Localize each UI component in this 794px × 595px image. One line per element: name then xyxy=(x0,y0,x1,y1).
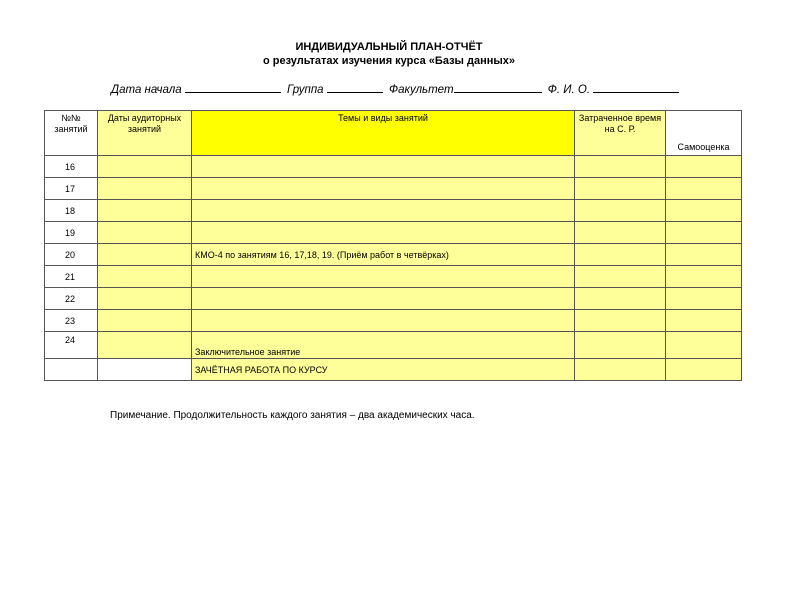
row-date[interactable] xyxy=(98,200,192,222)
row-num: 17 xyxy=(45,178,98,200)
row-num: 22 xyxy=(45,288,98,310)
row-topic[interactable]: КМО-4 по занятиям 16, 17,18, 19. (Приём работ в четвёрках) xyxy=(192,244,575,266)
row-date[interactable] xyxy=(98,156,192,178)
row-time[interactable] xyxy=(575,178,666,200)
row-num: 24 xyxy=(45,332,98,359)
group-blank xyxy=(327,81,383,93)
table-row xyxy=(45,266,742,288)
row-num: 18 xyxy=(45,200,98,222)
row-date[interactable] xyxy=(98,244,192,266)
table-header-row xyxy=(45,111,742,156)
row-topic[interactable] xyxy=(192,288,575,310)
row-self[interactable] xyxy=(666,178,742,200)
row-self[interactable] xyxy=(666,244,742,266)
table-row xyxy=(45,310,742,332)
row-num: 23 xyxy=(45,310,98,332)
row-self[interactable] xyxy=(666,222,742,244)
row-num: 16 xyxy=(45,156,98,178)
header-dates: Даты аудиторных занятий xyxy=(98,111,192,156)
row-date[interactable] xyxy=(98,266,192,288)
row-date[interactable] xyxy=(98,332,192,359)
row-time[interactable] xyxy=(575,310,666,332)
faculty-label: Факультет xyxy=(388,84,454,96)
row-topic[interactable]: Заключительное занятие xyxy=(192,332,575,359)
table-row xyxy=(45,200,742,222)
row-num xyxy=(45,359,98,381)
row-topic[interactable] xyxy=(192,310,575,332)
row-num: 21 xyxy=(45,266,98,288)
row-topic[interactable] xyxy=(192,266,575,288)
meta-line xyxy=(111,81,682,96)
table-row xyxy=(45,178,742,200)
row-time[interactable] xyxy=(575,332,666,359)
row-topic[interactable] xyxy=(192,178,575,200)
start-date-label: Дата начала xyxy=(111,84,182,96)
row-time[interactable] xyxy=(575,200,666,222)
row-self[interactable] xyxy=(666,332,742,359)
row-time[interactable] xyxy=(575,156,666,178)
table-row xyxy=(45,332,742,359)
table-row xyxy=(45,359,742,381)
table-row xyxy=(45,156,742,178)
header-self-assessment: Самооценка xyxy=(666,111,742,156)
row-time[interactable] xyxy=(575,222,666,244)
table-row xyxy=(45,222,742,244)
row-time[interactable] xyxy=(575,359,666,381)
name-label: Ф. И. О. xyxy=(547,84,591,96)
row-date[interactable] xyxy=(98,222,192,244)
start-date-blank xyxy=(185,81,281,93)
row-self[interactable] xyxy=(666,359,742,381)
header-time: Затраченное время на С. Р. xyxy=(575,111,666,156)
row-topic[interactable] xyxy=(192,200,575,222)
row-topic[interactable] xyxy=(192,156,575,178)
row-self[interactable] xyxy=(666,288,742,310)
row-self[interactable] xyxy=(666,310,742,332)
row-time[interactable] xyxy=(575,288,666,310)
header-topics: Темы и виды занятий xyxy=(192,111,575,156)
page-title: ИНДИВИДУАЛЬНЫЙ ПЛАН-ОТЧЁТ xyxy=(295,41,483,53)
row-date[interactable] xyxy=(98,178,192,200)
row-date[interactable] xyxy=(98,359,192,381)
group-label: Группа xyxy=(287,84,324,96)
footnote: Примечание. Продолжительность каждого занятия – два академических часа. xyxy=(110,410,475,421)
row-time[interactable] xyxy=(575,244,666,266)
page-subtitle: о результатах изучения курса «Базы данных» xyxy=(262,55,516,67)
row-num: 20 xyxy=(45,244,98,266)
table-row xyxy=(45,288,742,310)
row-num: 19 xyxy=(45,222,98,244)
row-self[interactable] xyxy=(666,156,742,178)
faculty-blank xyxy=(454,81,542,93)
name-blank xyxy=(593,81,679,93)
row-self[interactable] xyxy=(666,200,742,222)
plan-table xyxy=(44,110,742,381)
row-self[interactable] xyxy=(666,266,742,288)
header-num: №№ занятий xyxy=(45,111,98,156)
row-topic[interactable]: ЗАЧЁТНАЯ РАБОТА ПО КУРСУ xyxy=(192,359,575,381)
row-time[interactable] xyxy=(575,266,666,288)
row-topic[interactable] xyxy=(192,222,575,244)
row-date[interactable] xyxy=(98,288,192,310)
row-date[interactable] xyxy=(98,310,192,332)
table-row xyxy=(45,244,742,266)
